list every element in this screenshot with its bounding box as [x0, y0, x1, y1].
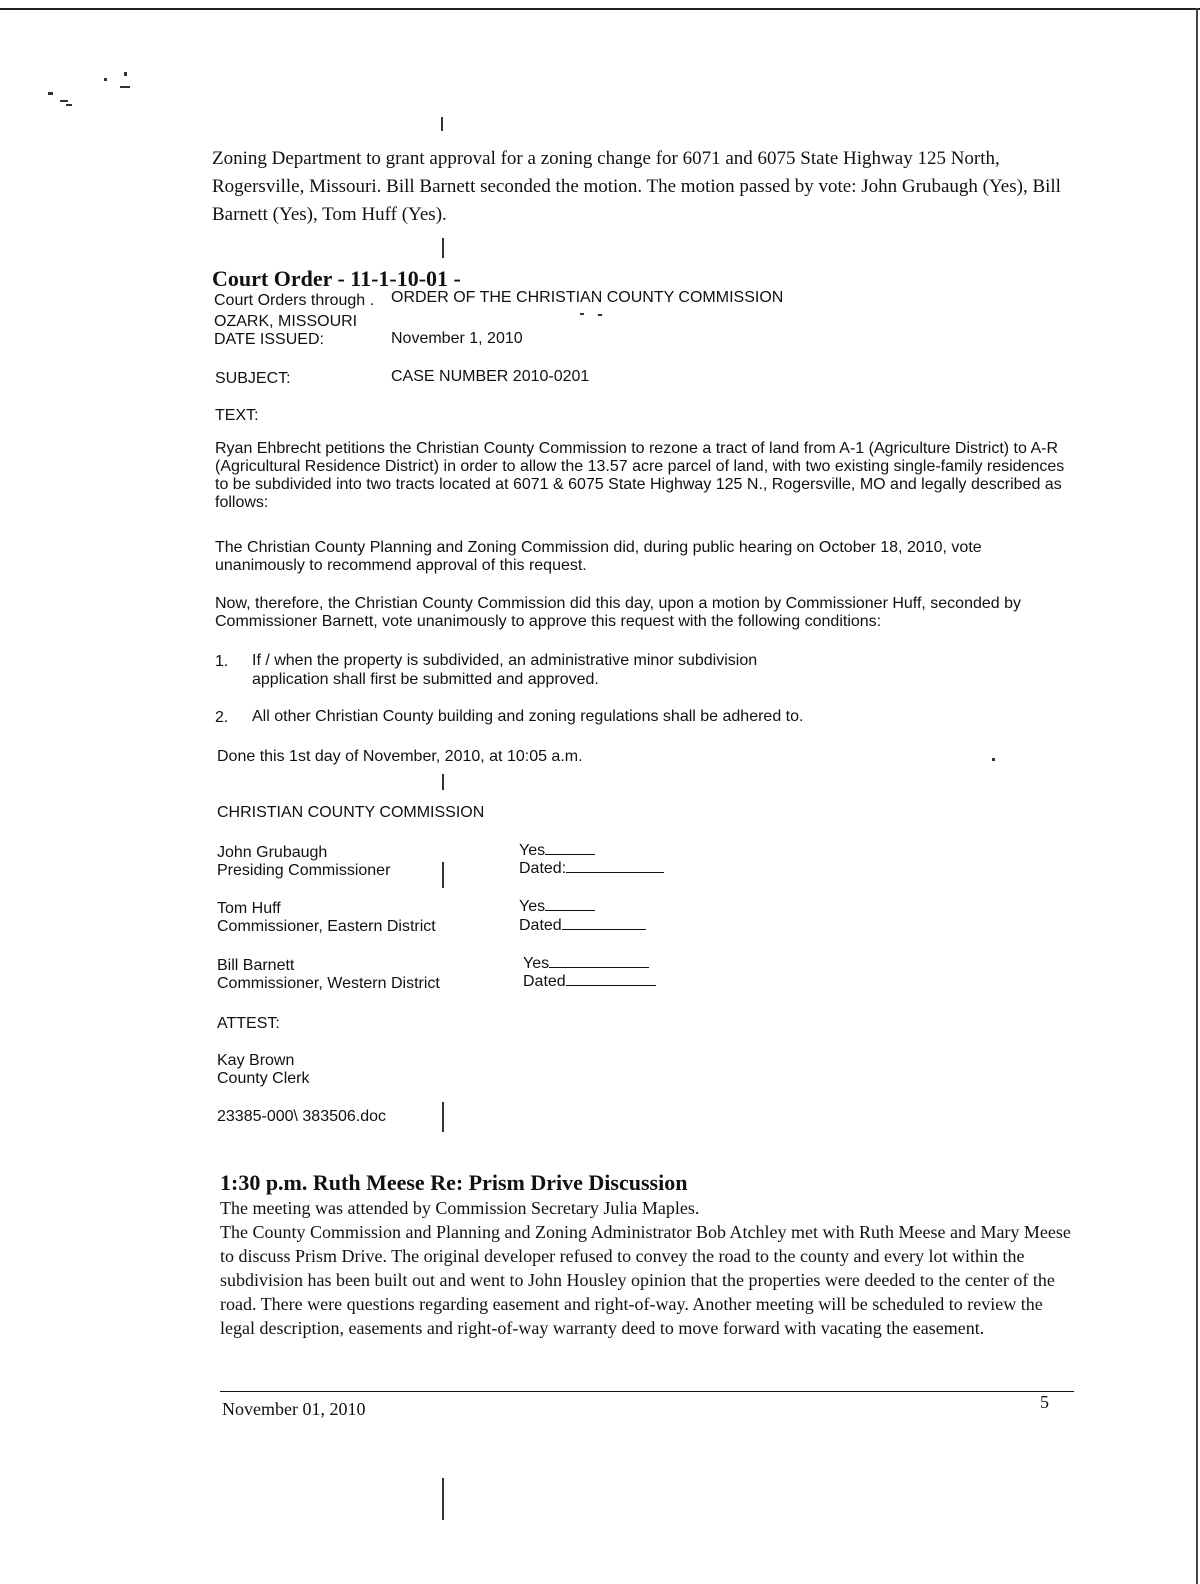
condition-text: If / when the property is subdivided, an administrative minor subdivision [252, 652, 758, 669]
signatory-title: Commissioner, Western District [217, 975, 440, 992]
order-heading: ORDER OF THE CHRISTIAN COUNTY COMMISSION [391, 289, 784, 306]
scan-speck [598, 314, 602, 316]
petition-paragraph: Ryan Ehbrecht petitions the Christian County Commission to rezone a tract of land from A-1 (Agriculture District) to A-R (Agricultural Residence District) in order to allow the 13.57 acre parcel of land, with two existing single-family residences to be subdivided into two tracts located at 6071 & 6075 State Highway 125 N., Rogersville, MO and legally described as follows: [215, 440, 1065, 511]
scan-speck [442, 1478, 444, 1520]
scan-speck [124, 72, 127, 76]
yes-field: Yes [523, 955, 649, 973]
dated-field: Dated [523, 973, 656, 991]
court-order-title: Court Order - 11-1-10-01 - [212, 266, 461, 291]
scan-speck [104, 78, 107, 81]
date-issued-value: November 1, 2010 [391, 330, 523, 347]
signatory-title: Commissioner, Eastern District [217, 918, 436, 935]
dated-field: Dated: [519, 860, 664, 878]
scan-speck [48, 92, 53, 95]
scan-speck [120, 86, 130, 88]
text-label: TEXT: [215, 407, 259, 424]
signatory-name: Tom Huff [217, 900, 281, 917]
page-border-right [1196, 8, 1198, 1584]
planning-paragraph: The Christian County Planning and Zoning Commission did, during public hearing on October 18, 2010, vote unanimously to recommend approval of this request. [215, 539, 982, 574]
meeting-title: 1:30 p.m. Ruth Meese Re: Prism Drive Discussion [220, 1170, 688, 1195]
scan-speck [441, 117, 443, 131]
meeting-attended: The meeting was attended by Commission Secretary Julia Maples. [220, 1198, 700, 1218]
condition-number: 1. [215, 653, 229, 670]
signatory-title: Presiding Commissioner [217, 862, 391, 879]
scan-speck [60, 100, 68, 102]
scan-speck [442, 238, 444, 258]
dated-field: Dated [519, 917, 646, 935]
yes-field: Yes [519, 898, 595, 916]
condition-text: All other Christian County building and zoning regulations shall be adhered to. [252, 708, 804, 725]
clerk-name: Kay Brown [217, 1052, 295, 1069]
subject-label: SUBJECT: [215, 370, 291, 387]
court-orders-through-label: Court Orders through . [214, 292, 375, 309]
scan-speck [442, 1102, 444, 1132]
scan-speck [442, 862, 444, 888]
footer-date: November 01, 2010 [222, 1399, 366, 1419]
document-reference: 23385-000\ 383506.doc [217, 1108, 387, 1125]
meeting-body [220, 1196, 1080, 1340]
scan-speck [442, 774, 444, 790]
clerk-title: County Clerk [217, 1070, 310, 1087]
done-line: Done this 1st day of November, 2010, at 10:05 a.m. [217, 748, 583, 765]
approval-paragraph: Now, therefore, the Christian County Commission did this day, upon a motion by Commissioner Huff, seconded by Commissioner Barnett, vote unanimously to approve this request with the following conditions: [215, 595, 1022, 630]
intro-paragraph: Zoning Department to grant approval for a zoning change for 6071 and 6075 State Highway 125 North, Rogersville, Missouri. Bill Barnett seconded the motion. The motion passed by vote: John Grubaugh (Yes), Bill Barnett (Yes), Tom Huff (Yes). [212, 148, 1061, 225]
scan-speck [992, 758, 995, 761]
yes-field: Yes [519, 842, 595, 860]
commission-heading: CHRISTIAN COUNTY COMMISSION [217, 804, 485, 821]
page-number: 5 [1040, 1392, 1049, 1412]
location: OZARK, MISSOURI [214, 313, 358, 330]
date-issued-label: DATE ISSUED: [214, 331, 324, 348]
scan-speck [66, 104, 72, 106]
page-border-top [0, 8, 1200, 10]
attest-label: ATTEST: [217, 1015, 280, 1032]
condition-text: application shall first be submitted and approved. [252, 671, 599, 688]
meeting-discussion: The County Commission and Planning and Zoning Administrator Bob Atchley met with Ruth Meese and Mary Meese to discuss Prism Drive. The original developer refused to convey the road to the county and every lot within the subdivision has been built out and went to John Housley opinion that the properties were deeded to the center of the road. There were questions regarding easement and right-of-way. Another meeting will be scheduled to review the legal description, easements and right-of-way warranty deed to move forward with vacating the easement. [220, 1222, 1071, 1338]
subject-value: CASE NUMBER 2010-0201 [391, 368, 590, 385]
signatory-name: John Grubaugh [217, 844, 328, 861]
scan-speck [580, 313, 584, 315]
footer-rule [220, 1391, 1074, 1392]
condition-number: 2. [215, 709, 229, 726]
signatory-name: Bill Barnett [217, 957, 295, 974]
